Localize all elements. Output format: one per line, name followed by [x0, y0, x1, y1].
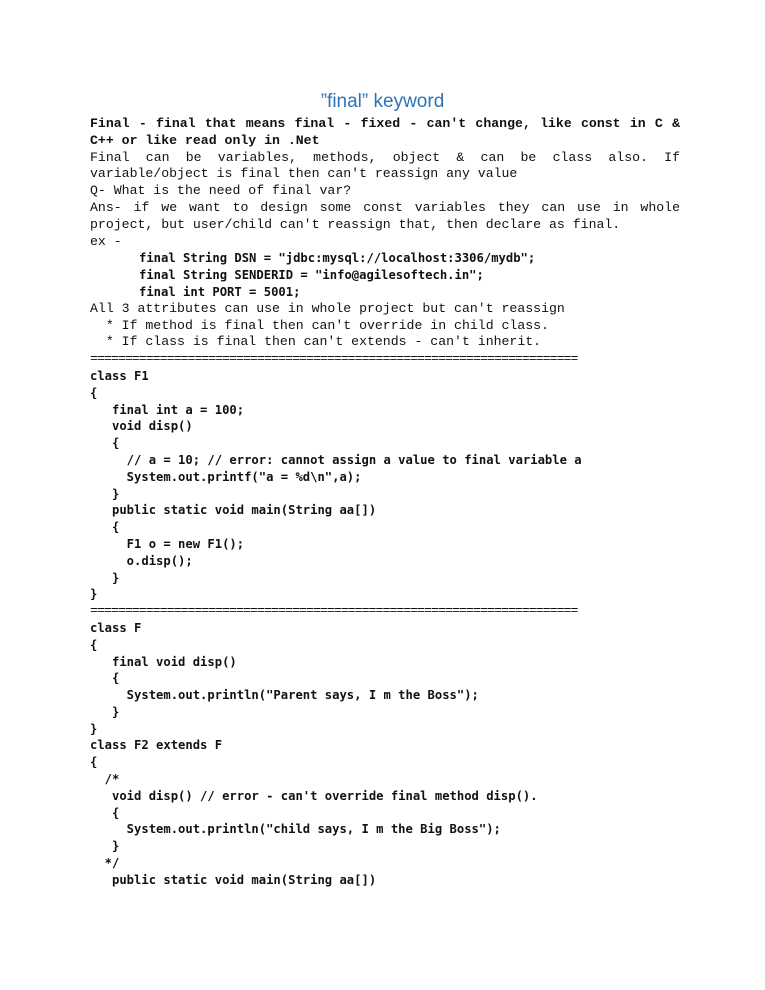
code-line: { [90, 755, 98, 770]
code-line: System.out.printf("a = %d\n",a); [90, 469, 362, 484]
code-line: } [90, 721, 98, 736]
code-line: { [90, 436, 120, 451]
code-line: class F1 [90, 368, 149, 383]
separator-line: ====================================================================== [90, 603, 578, 619]
separator-line: ====================================================================== [90, 351, 578, 367]
example-code-line: final int PORT = 5001; [139, 284, 301, 299]
code-line: } [90, 587, 98, 602]
code-line: { [90, 520, 120, 535]
code-line: void disp() [90, 419, 193, 434]
code-line: } [90, 570, 120, 585]
code-line: { [90, 637, 98, 652]
code-line: { [90, 671, 120, 686]
example-code-line: final String DSN = "jdbc:mysql://localhost:3306/mydb"; [139, 251, 536, 266]
document-body [90, 116, 680, 889]
note-line: * If method is final then can't override in child class. [90, 317, 549, 333]
intro-description: Final can be variables, methods, object & can be class also. If variable/object is final then can't reassign any value [90, 149, 680, 182]
code-line: final int a = 100; [90, 402, 245, 417]
code-line: final void disp() [90, 654, 237, 669]
code-line: } [90, 704, 120, 719]
code-line: o.disp(); [90, 553, 193, 568]
code-block-final-variable [90, 368, 680, 603]
question-text: Q- What is the need of final var? [90, 183, 352, 199]
example-label: ex - [90, 233, 122, 249]
code-line: System.out.println("child says, I m the Big Boss"); [90, 822, 501, 837]
code-line: class F [90, 620, 142, 635]
code-line: */ [90, 856, 120, 871]
code-line: } [90, 839, 120, 854]
intro-bold-text: Final - final that means final - fixed - can't change, like const in C & C++ or like read only in .Net [90, 116, 680, 148]
answer-text: Ans- if we want to design some const variables they can use in whole project, but user/child can't reassign that, then declare as final. [90, 199, 680, 232]
code-line: /* [90, 772, 120, 787]
code-line: void disp() // error - can't override final method disp(). [90, 788, 538, 803]
code-line: } [90, 486, 120, 501]
page-title: ”final” keyword [320, 91, 445, 112]
code-line: public static void main(String aa[]) [90, 872, 377, 887]
example-code-line: final String SENDERID = "info@agilesoftech.in"; [139, 268, 484, 283]
code-line: F1 o = new F1(); [90, 536, 245, 551]
code-block-final-method [90, 620, 680, 889]
note-line: * If class is final then can't extends - can't inherit. [90, 334, 542, 350]
code-line: System.out.println("Parent says, I m the Boss"); [90, 688, 479, 703]
code-line: { [90, 385, 98, 400]
code-line: { [90, 805, 120, 820]
code-line: public static void main(String aa[]) [90, 503, 377, 518]
note-line: All 3 attributes can use in whole project but can't reassign [90, 300, 565, 316]
code-line: class F2 extends F [90, 738, 223, 753]
code-line: // a = 10; // error: cannot assign a value to final variable a [90, 452, 582, 467]
